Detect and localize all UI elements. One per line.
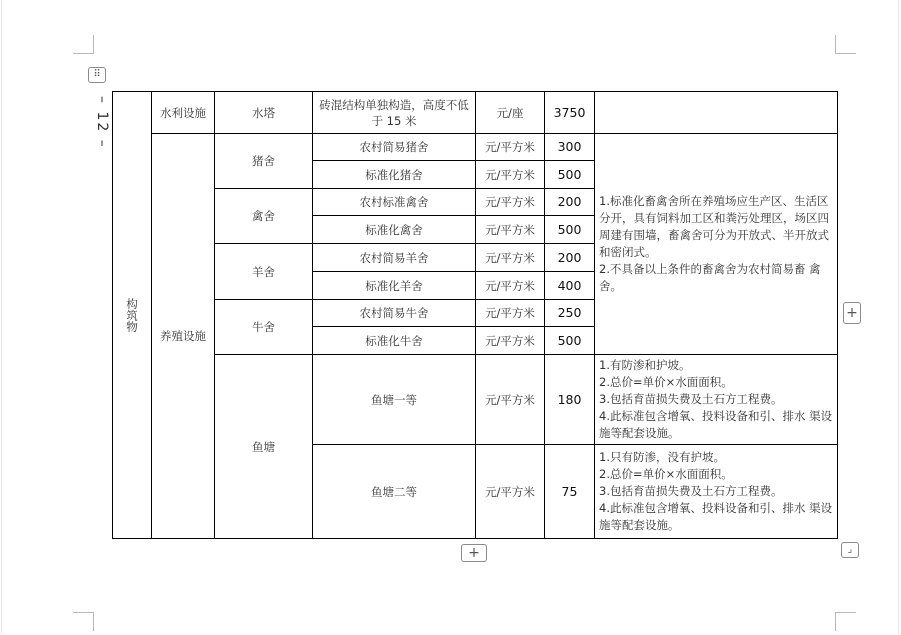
table-row: [113, 134, 838, 161]
table-row: [113, 92, 838, 134]
crop-mark-top-left: [73, 35, 94, 54]
desc-cell: 标准化禽舍: [313, 216, 476, 244]
price-cell: 250: [545, 300, 595, 327]
category-cell: 构筑物: [113, 92, 152, 539]
desc-cell: 鱼塘二等: [313, 445, 476, 539]
add-row-icon[interactable]: +: [461, 544, 487, 562]
price-cell: 200: [545, 244, 595, 272]
price-cell: 500: [545, 327, 595, 355]
desc-cell: 农村简易羊舍: [313, 244, 476, 272]
item-cell: 鱼塘: [215, 355, 313, 539]
unit-cell: 元/平方米: [476, 445, 545, 539]
unit-cell: 元/平方米: [476, 300, 545, 327]
table-resize-icon[interactable]: ⌟: [841, 542, 859, 558]
desc-cell: 砖混结构单独构造，高度不低于 15 米: [313, 92, 476, 134]
price-cell: 300: [545, 134, 595, 161]
crop-mark-bottom-right: [835, 612, 856, 631]
desc-cell: 鱼塘一等: [313, 355, 476, 445]
group-cell: 养殖设施: [152, 134, 215, 539]
desc-cell: 农村简易猪舍: [313, 134, 476, 161]
item-cell: 禽舍: [215, 189, 313, 244]
unit-cell: 元/平方米: [476, 327, 545, 355]
desc-cell: 标准化牛舍: [313, 327, 476, 355]
note-cell: [595, 92, 838, 134]
item-cell: 羊舍: [215, 244, 313, 300]
unit-cell: 元/平方米: [476, 355, 545, 445]
note-cell: 1.只有防渗，没有护坡。 2.总价=单价×水面面积。 3.包括育苗损失费及土石方工程费。 4.此标准包含增氧、投料设备和引、排水 渠设施等配套设施。: [595, 445, 838, 539]
item-cell: 水塔: [215, 92, 313, 134]
add-column-icon[interactable]: +: [843, 302, 861, 324]
item-cell: 猪舍: [215, 134, 313, 189]
unit-cell: 元/平方米: [476, 161, 545, 189]
table-row: [113, 355, 838, 445]
price-cell: 200: [545, 189, 595, 216]
table-move-handle-icon[interactable]: ⠿: [88, 67, 106, 83]
item-cell: 牛舍: [215, 300, 313, 355]
unit-cell: 元/平方米: [476, 272, 545, 300]
unit-cell: 元/平方米: [476, 134, 545, 161]
group-cell: 水利设施: [152, 92, 215, 134]
price-cell: 180: [545, 355, 595, 445]
desc-cell: 农村标准禽舍: [313, 189, 476, 216]
unit-cell: 元/平方米: [476, 216, 545, 244]
desc-cell: 标准化羊舍: [313, 272, 476, 300]
price-cell: 3750: [545, 92, 595, 134]
price-cell: 500: [545, 216, 595, 244]
unit-cell: 元/平方米: [476, 244, 545, 272]
note-cell: 1.标准化畜禽舍所在养殖场应生产区、生活区分开，具有饲料加工区和粪污处理区，场区四周建有围墙，畜禽舍可分为开放式、半开放式和密闭式。 2.不具备以上条件的畜禽舍为农村简易畜 禽舍。: [595, 134, 838, 355]
price-cell: 500: [545, 161, 595, 189]
price-cell: 400: [545, 272, 595, 300]
note-cell: 1.有防渗和护坡。 2.总价=单价×水面面积。 3.包括育苗损失费及土石方工程费。 4.此标准包含增氧、投料设备和引、排水 渠设施等配套设施。: [595, 355, 838, 445]
crop-mark-bottom-left: [73, 612, 94, 631]
page-number: – 12 –: [94, 96, 110, 149]
unit-cell: 元/座: [476, 92, 545, 134]
desc-cell: 标准化猪舍: [313, 161, 476, 189]
crop-mark-top-right: [835, 35, 856, 54]
desc-cell: 农村简易牛舍: [313, 300, 476, 327]
price-cell: 75: [545, 445, 595, 539]
compensation-table: [112, 91, 838, 539]
unit-cell: 元/平方米: [476, 189, 545, 216]
